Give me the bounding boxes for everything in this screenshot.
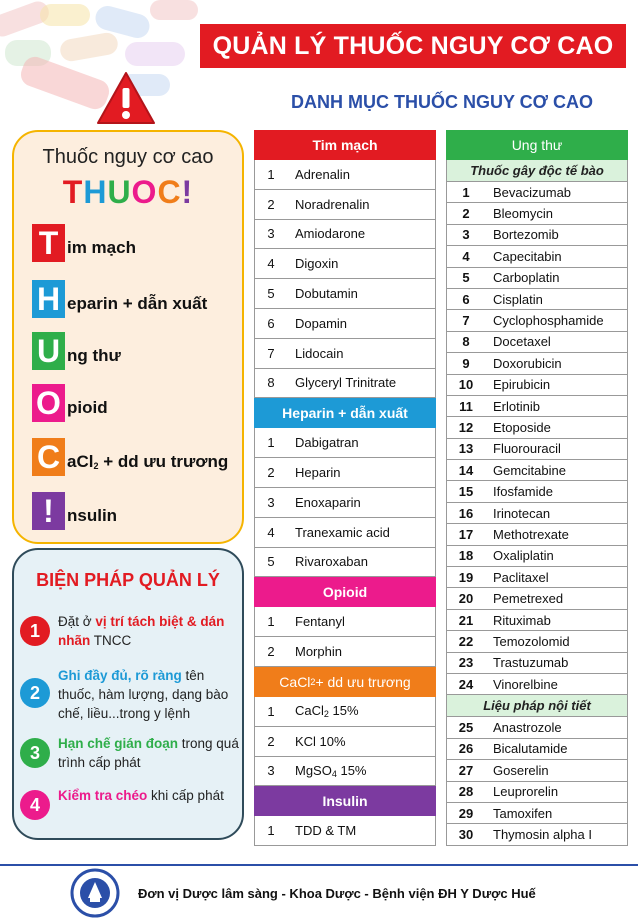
table-row: [254, 816, 436, 846]
row-number: 24: [458, 676, 474, 692]
row-number: 3: [267, 763, 275, 779]
brand-letter: T: [62, 174, 84, 210]
table-row: [254, 428, 436, 458]
row-number: 23: [458, 655, 474, 671]
row-number: 18: [458, 548, 474, 564]
row-number: 8: [267, 375, 275, 391]
table-row: [254, 607, 436, 637]
drug-name: Irinotecan: [493, 505, 551, 521]
drug-name-pre: CaCl: [295, 703, 324, 719]
drug-name: Temozolomid: [493, 633, 570, 649]
drug-name: Adrenalin: [295, 166, 350, 182]
table-row: [254, 757, 436, 787]
table-row: [446, 824, 628, 845]
drug-name: Cyclophosphamide: [493, 313, 604, 329]
table-row: [446, 332, 628, 353]
group-header: [254, 667, 436, 697]
acronym-item: [32, 222, 136, 262]
measure-number: 3: [20, 738, 50, 768]
table-row: [446, 653, 628, 674]
drug-name: Capecitabin: [493, 248, 562, 264]
drug-name: Paclitaxel: [493, 569, 549, 585]
brand-letter: !: [181, 174, 194, 210]
drug-name: TDD & TM: [295, 823, 357, 839]
table-row: [446, 717, 628, 738]
row-number: 14: [458, 462, 474, 478]
table-row: [446, 739, 628, 760]
drug-name: Oxaliplatin: [493, 548, 554, 564]
drug-name: Heparin: [295, 465, 341, 481]
row-number: 1: [267, 703, 275, 719]
drug-name: Enoxaparin: [295, 494, 361, 510]
acronym-item: [32, 330, 121, 370]
table-row: [254, 190, 436, 220]
measure-text-plain: TNCC: [90, 633, 132, 648]
drug-name-sub: 4: [331, 768, 337, 779]
drug-name: Bicalutamide: [493, 741, 568, 757]
acronym-letter: U: [32, 332, 65, 370]
acronym-text: eparin + dẫn xuất: [67, 294, 208, 313]
measure-text: [58, 734, 242, 772]
drug-name: Amiodarone: [295, 226, 366, 242]
row-number: 17: [458, 526, 474, 542]
drug-name: Etoposide: [493, 419, 551, 435]
measure-item: [20, 786, 242, 820]
table-row: [446, 503, 628, 524]
drug-name-sub: 2: [323, 709, 329, 720]
drug-name: Erlotinib: [493, 398, 540, 414]
row-number: 20: [458, 591, 474, 607]
measure-text-plain: trong quá trình cấp phát: [58, 736, 239, 770]
subgroup-header: Liệu pháp nội tiết: [446, 695, 628, 717]
table-row: [446, 353, 628, 374]
drug-name: Dopamin: [295, 315, 348, 331]
drug-name: [287, 703, 359, 719]
measure-text-highlight: Ghi đầy đủ, rõ ràng: [58, 668, 182, 683]
row-number: 19: [458, 569, 474, 585]
table-row: [446, 567, 628, 588]
drug-name: Vinorelbine: [493, 676, 558, 692]
drug-name: [287, 763, 367, 779]
measure-item: [20, 734, 242, 772]
measures-title: BIỆN PHÁP QUẢN LÝ: [36, 570, 220, 590]
table-row: [446, 610, 628, 631]
group-header: Tim mạch: [254, 130, 436, 160]
table-row: [254, 369, 436, 399]
table-row: [446, 460, 628, 481]
acronym-item: [32, 490, 117, 530]
drug-name-post: 15%: [336, 762, 367, 778]
row-number: 16: [458, 505, 474, 521]
table-row: [254, 279, 436, 309]
row-number: 26: [458, 741, 474, 757]
drug-name: Rivaroxaban: [295, 554, 368, 570]
row-number: 22: [458, 633, 474, 649]
row-number: 4: [267, 524, 275, 540]
row-number: 10: [458, 377, 474, 393]
row-number: 1: [267, 435, 275, 451]
table-row: [446, 246, 628, 267]
drug-name: Carboplatin: [493, 270, 560, 286]
acronym-letter: T: [32, 224, 65, 262]
group-header: Opioid: [254, 577, 436, 607]
row-number: 6: [267, 315, 275, 331]
row-number: 7: [462, 313, 470, 329]
row-number: 4: [462, 248, 470, 264]
row-number: 5: [267, 286, 275, 302]
row-number: 2: [267, 733, 275, 749]
row-number: 2: [267, 644, 275, 660]
measure-text-plain: Đặt ở: [58, 614, 96, 629]
row-number: 12: [458, 419, 474, 435]
table-row: [446, 546, 628, 567]
table-row: [254, 160, 436, 190]
measure-number: 4: [20, 790, 50, 820]
row-number: 1: [267, 614, 275, 630]
row-number: 5: [462, 270, 470, 286]
main-title-banner: [200, 24, 626, 68]
drug-name: Anastrozole: [493, 720, 562, 736]
row-number: 15: [458, 484, 474, 500]
drug-name: Ifosfamide: [493, 484, 553, 500]
brand-letter: O: [131, 174, 158, 210]
acronym-letter: C: [32, 438, 65, 476]
row-number: 8: [462, 334, 470, 350]
acronym-text: ng thư: [67, 346, 121, 365]
row-number: 21: [458, 612, 474, 628]
table-row: [446, 289, 628, 310]
row-number: 1: [462, 184, 470, 200]
brand-word: [14, 174, 242, 211]
table-row: [446, 760, 628, 781]
row-number: 3: [462, 227, 470, 243]
table-row: [446, 674, 628, 695]
measures-box: [12, 548, 244, 840]
measure-text: [58, 666, 242, 723]
drug-table-oncology: [446, 130, 628, 846]
acronym-item: [32, 436, 228, 476]
drug-name: Bortezomib: [493, 227, 559, 243]
table-row: [446, 375, 628, 396]
acronym-text-pre: aCl: [67, 452, 94, 471]
row-number: 13: [458, 441, 474, 457]
brand-letter: C: [157, 174, 182, 210]
table-row: [254, 697, 436, 727]
acronym-box: [12, 130, 244, 544]
table-row: [254, 220, 436, 250]
acronym-text-sub: 2: [93, 461, 99, 471]
drug-name: Glyceryl Trinitrate: [295, 375, 397, 391]
drug-name: Epirubicin: [493, 377, 551, 393]
row-number: 30: [458, 827, 474, 843]
subgroup-header: Thuốc gây độc tế bào: [446, 160, 628, 182]
table-row: [446, 782, 628, 803]
drug-name: Bleomycin: [493, 206, 553, 222]
drug-name-post: 15%: [328, 703, 359, 719]
row-number: 3: [267, 494, 275, 510]
drug-name: Morphin: [295, 644, 342, 660]
drug-name-pre: MgSO: [295, 762, 332, 778]
drug-name: Tamoxifen: [493, 805, 553, 821]
row-number: 9: [462, 355, 470, 371]
table-row: [254, 339, 436, 369]
drug-name: Leuprorelin: [493, 784, 559, 800]
group-header: Ung thư: [446, 130, 628, 160]
row-number: 2: [267, 465, 275, 481]
measure-item: [20, 666, 242, 723]
acronym-text: [67, 452, 228, 476]
drug-name: Docetaxel: [493, 334, 551, 350]
acronym-text-post: + dd ưu trương: [98, 452, 229, 471]
row-number: 3: [267, 226, 275, 242]
drug-name: Pemetrexed: [493, 591, 564, 607]
acronym-box-title: Thuốc nguy cơ cao: [42, 146, 214, 168]
drug-name: Noradrenalin: [295, 196, 370, 212]
table-row: [446, 439, 628, 460]
table-row: [446, 225, 628, 246]
table-row: [446, 524, 628, 545]
table-row: [446, 481, 628, 502]
acronym-letter: H: [32, 280, 65, 318]
acronym-item: [32, 278, 207, 318]
measure-number: 2: [20, 678, 50, 708]
drug-name: Cisplatin: [493, 291, 543, 307]
row-number: 27: [458, 762, 474, 778]
measure-number: 1: [20, 616, 50, 646]
row-number: 29: [458, 805, 474, 821]
acronym-item: [32, 382, 108, 422]
table-row: [254, 309, 436, 339]
drug-name: Lidocain: [295, 345, 344, 361]
table-row: [446, 396, 628, 417]
row-number: 4: [267, 256, 275, 272]
measure-text-highlight: Kiểm tra chéo: [58, 788, 148, 803]
table-row: [254, 548, 436, 578]
drug-name-pre: KCl 10%: [295, 733, 346, 749]
table-row: [254, 637, 436, 667]
main-title: QUẢN LÝ THUỐC NGUY CƠ CAO: [212, 31, 614, 60]
acronym-text: im mạch: [67, 238, 136, 257]
measure-text-plain: khi cấp phát: [147, 788, 224, 803]
row-number: 1: [267, 823, 275, 839]
university-logo-icon: [70, 868, 120, 918]
drug-name: Trastuzumab: [493, 655, 569, 671]
table-row: [446, 588, 628, 609]
table-row: [446, 310, 628, 331]
brand-letter: H: [83, 174, 108, 210]
table-row: [254, 518, 436, 548]
measure-text: [58, 786, 224, 805]
acronym-text: nsulin: [67, 506, 118, 525]
row-number: 28: [458, 784, 474, 800]
drug-name: Dobutamin: [295, 286, 358, 302]
measure-text-highlight: vị trí tách biệt & dán nhãn: [58, 614, 225, 648]
drug-name: Goserelin: [493, 762, 549, 778]
row-number: 5: [267, 554, 275, 570]
table-row: [446, 182, 628, 203]
drug-name: Bevacizumab: [493, 184, 572, 200]
table-row: [446, 203, 628, 224]
table-row: [446, 417, 628, 438]
group-header-sub: 2: [310, 676, 316, 687]
group-header-pre: CaCl: [279, 673, 311, 690]
drug-name: Digoxin: [295, 256, 339, 272]
brand-letter: U: [107, 174, 132, 210]
drug-table-left: [254, 130, 436, 846]
row-number: 6: [462, 291, 470, 307]
drug-name: Fentanyl: [295, 614, 345, 630]
group-header: Heparin + dẫn xuất: [254, 398, 436, 428]
table-row: [254, 458, 436, 488]
drug-name: Dabigatran: [295, 435, 359, 451]
footer-text: Đơn vị Dược lâm sàng - Khoa Dược - Bệnh viện ĐH Y Dược Huế: [138, 886, 536, 901]
drug-name: Thymosin alpha I: [493, 827, 592, 843]
row-number: 11: [459, 398, 473, 414]
table-row: [254, 249, 436, 279]
measure-item: [20, 612, 242, 650]
measure-text-highlight: Hạn chế gián đoạn: [58, 736, 179, 751]
measure-text: [58, 612, 242, 650]
list-subtitle: DANH MỤC THUỐC NGUY CƠ CAO: [290, 92, 594, 112]
measure-text-plain: tên thuốc, hàm lượng, dạng bào chế, liều...trong y lệnh: [58, 668, 229, 721]
drug-name: Methotrexate: [493, 526, 569, 542]
drug-name: Gemcitabine: [493, 462, 566, 478]
table-row: [446, 268, 628, 289]
row-number: 25: [458, 720, 474, 736]
table-row: [254, 488, 436, 518]
drug-name: [287, 734, 346, 749]
row-number: 7: [267, 345, 275, 361]
group-header: Insulin: [254, 786, 436, 816]
drug-name: Doxorubicin: [493, 355, 562, 371]
drug-name: Rituximab: [493, 612, 551, 628]
acronym-letter: O: [32, 384, 65, 422]
table-row: [254, 727, 436, 757]
table-row: [446, 631, 628, 652]
acronym-text: pioid: [67, 398, 108, 417]
footer-divider: [0, 864, 638, 866]
row-number: 1: [267, 166, 275, 182]
group-header-post: + dd ưu trương: [315, 673, 411, 690]
warning-icon: [95, 70, 157, 126]
row-number: 2: [462, 206, 470, 222]
row-number: 2: [267, 196, 275, 212]
drug-name: Fluorouracil: [493, 441, 561, 457]
drug-name: Tranexamic acid: [295, 524, 390, 540]
table-row: [446, 803, 628, 824]
acronym-letter: !: [32, 492, 65, 530]
